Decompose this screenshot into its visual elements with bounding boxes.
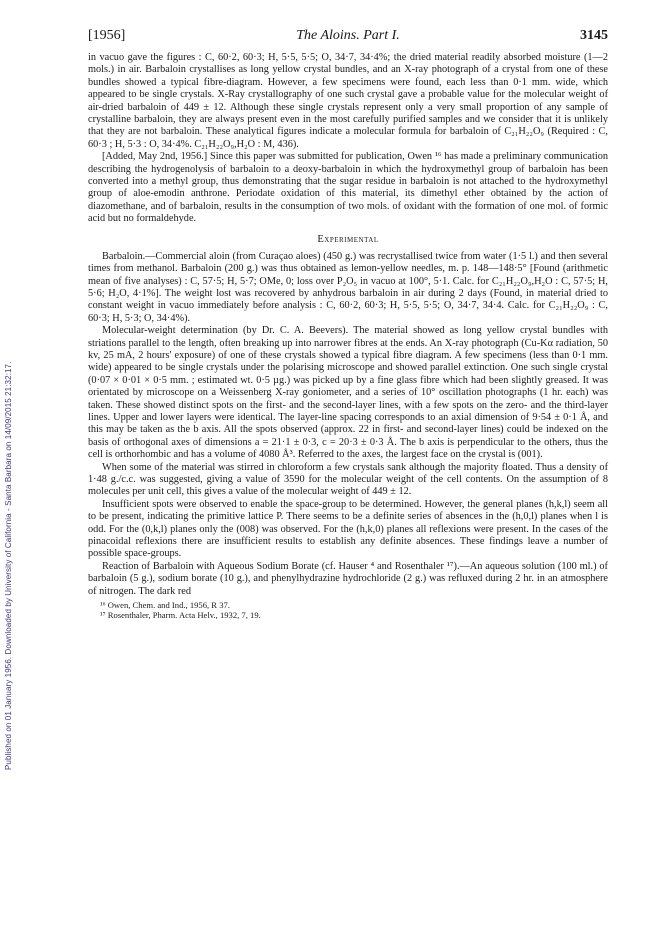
page-number: 3145: [580, 28, 608, 43]
experimental-paragraph: Insufficient spots were observed to enable the space-group to be determined. However, the general planes (h,k,l) seem all to be present, indicating the primitive lattice P. There seems to be a definite series of absences in the (h,0,l) planes when l is odd. For the (0,k,l) planes only the (008) was observed. For the (h,k,0) planes all reflexions were present. In the cases of the pinacoidal reflexions there are insufficient results to establish any definite absences. These findings leave a number of possible space-groups.: [88, 498, 608, 560]
experimental-paragraph: Molecular-weight determination (by Dr. C. A. Beevers). The material showed as long yellow crystal bundles with striations parallel to the length, often breaking up into narrower fibres at the ends. An X-ray photograph (Cu-Kα radiation, 50 kv, 25 mA, 2 hours' exposure) of one of these crystals showed a typical fibre diagram. A few specimens (less than 0·1 mm. wide) appeared to be single crystals under the polarising microscope and showed parallel extinction. One such single crystal (0·07 × 0·01 × 0·5 mm. ; estimated wt. 0·5 µg.) was picked up by a fine glass fibre which had been slightly greased. It was orientated by microscope on a Weissenberg X-ray goniometer, and a series of 10° oscillation photographs (1 hr. each) was taken. These showed distinct spots on the first- and the second-layer lines, with a few spots on the zero- and the third-layer lines. Upper and lower layers were identical. The layer-line spacing corresponds to an axial dimension of 9·54 ± 0·1 Å, and this may be taken as the b axis. All the spots observed (approx. 22 in first- and second-layer lines) could be indexed on the basis of orthogonal axes of dimensions a = 21·1 ± 0·3, c = 20·3 ± 0·3 Å. The b axis is perpendicular to the others, thus the cell is orthorhombic and has a volume of 4080 Å³. Referred to the axes, the largest face on the crystal is (001).: [88, 325, 608, 461]
download-watermark-text: Published on 01 January 1956. Downloaded by University of California - Santa Barbara on 14/09/2015 21:32:17.: [4, 361, 13, 770]
running-title: The Aloins. Part I.: [296, 28, 400, 43]
footnote: ¹⁷ Rosenthaler, Pharm. Acta Helv., 1932, 7, 19.: [100, 610, 261, 621]
experimental-paragraph: Reaction of Barbaloin with Aqueous Sodium Borate (cf. Hauser ⁴ and Rosenthaler ¹⁷).—An aqueous solution (100 ml.) of barbaloin (5 g.), sodium borate (10 g.), and phenylhydrazine hydrochloride (2 g.) was refluxed during 2 hr. in an atmosphere of nitrogen. The dark red: [88, 560, 608, 597]
body-paragraph: in vacuo gave the figures : C, 60·2, 60·3; H, 5·5, 5·5; O, 34·7, 34·4%; the dried material readily absorbed moisture (1—2 mols.) in air. Barbaloin crystallises as long yellow crystal bundles, and an X-ray photograph of a crystal from one of these bundles showed a typical fibre-diagram. However, a few specimens were found, each less than 0·1 mm. wide, which appeared to be single crystals. X-Ray crystallography of one such crystal gave a probable value for the molecular weight of air-dried barbaloin of 449 ± 12. Although these single crystals represent only a very small proportion of any sample of crystalline barbaloin, they are always present even in the most carefully purified samples and we consider that it is unlikely that they are not barbaloin. These analytical figures indicate a molecular formula for barbaloin of C₂₁H₂₂O₉ (Required : C, 60·3 ; H, 5·3 : O, 34·4%. C₂₁H₂₂O₉,H₂O : M, 436).: [88, 52, 608, 150]
download-watermark: [4, 110, 18, 770]
footnotes: [88, 600, 608, 620]
body-paragraph: [Added, May 2nd, 1956.] Since this paper was submitted for publication, Owen ¹⁶ has made a preliminary communication describing the hydrogenolysis of barbaloin to a deoxy-barbaloin in which the hydroxymethyl group of barbaloin has been converted into a methyl group, thus demonstrating that the sugar residue in barbaloin is not attached to the hydroxymethyl group of aloe-emodin anthrone. Periodate oxidation of this material, its dimethyl ether obtained by the action of diazomethane, and of barbaloin, results in the consumption of two mols. of oxidant with the formation of one mol. of formic acid but no formaldehyde.: [88, 151, 608, 225]
experimental-paragraph: When some of the material was stirred in chloroform a few crystals sank although the majority floated. Thus a density of 1·48 g./c.c. was suggested, giving a value of 3590 for the molecular weight of the cell contents. On the assumption of 8 molecules per unit cell, this gives a value of the molecular weight of 449 ± 12.: [88, 461, 608, 498]
experimental-paragraph: Barbaloin.—Commercial aloin (from Curaçao aloes) (450 g.) was recrystallised twice from water (1·5 l.) and then several times from methanol. Barbaloin (200 g.) was thus obtained as lemon-yellow needles, m. p. 148—148·5° [Found (arithmetic mean of five analyses) : C, 57·5; H, 5·7; OMe, 0; loss over P₂O₅ in vacuo at 100°, 5·1. Calc. for C₂₁H₂₂O₉,H₂O : C, 57·5; H, 5·6; H₂O, 4·1%]. The weight lost was recovered by anhydrous barbaloin in air during 2 days (Found, in material dried to constant weight in vacuo immediately before analysis : C, 60·2, 60·3; H, 5·5, 5·5; O, 34·7, 34·4. Calc. for C₂₁H₂₂O₉ : C, 60·3; H, 5·3; O, 34·4%).: [88, 250, 608, 324]
footnote: ¹⁶ Owen, Chem. and Ind., 1956, R 37.: [100, 600, 230, 611]
section-heading-experimental: Experimental: [317, 233, 379, 245]
journal-page: [88, 28, 608, 620]
running-head: [88, 28, 608, 48]
journal-year: [1956]: [88, 28, 126, 43]
